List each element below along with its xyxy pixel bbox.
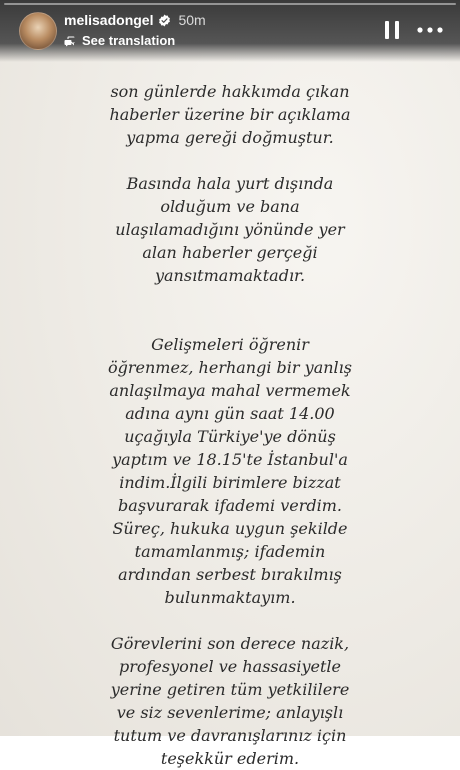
pause-icon[interactable] [385,21,399,39]
verified-badge-icon [158,14,171,27]
story-progress-bar [4,3,456,5]
translate-icon [64,35,76,47]
username[interactable]: melisadongel [64,12,154,28]
story-text [0,80,460,770]
avatar[interactable] [19,12,57,50]
username-row [64,12,206,28]
see-translation-button[interactable] [64,33,175,48]
story-paragraph: Görevlerini son derece nazik, profesyonel ve hassasiyetle yerine getiren tüm yetkililere ve siz sevenlerime; anlayışlı tutum ve davranışlarınız için teşekkür ederim. [110,634,350,768]
time-ago: 50m [178,12,206,28]
see-translation-label: See translation [82,33,176,48]
story-paragraph: Gelişmeleri öğrenir öğrenmez, herhangi bir yanlış anlaşılmaya mahal vermemek adına aynı gün saat 14.00 uçağıyla Türkiye'ye dönüş yaptım ve 18.15'te İstanbul'a indim.İlgili birimlere bizzat başvurarak ifademi verdim. Süreç, hukuka uygun şekilde tamamlanmış; ifademin ardından serbest bırakılmış bulunmaktayım. [108,335,352,607]
story-paragraph: Basında hala yurt dışında olduğum ve bana ulaşılamadığını yönünde yer alan haberler gerçeği yansıtmamaktadır. [115,174,345,285]
story-paragraph: son günlerde hakkımda çıkan haberler üzerine bir açıklama yapma gereği doğmuştur. [109,82,351,147]
story-header [0,0,460,62]
more-options-icon[interactable] [417,21,443,39]
